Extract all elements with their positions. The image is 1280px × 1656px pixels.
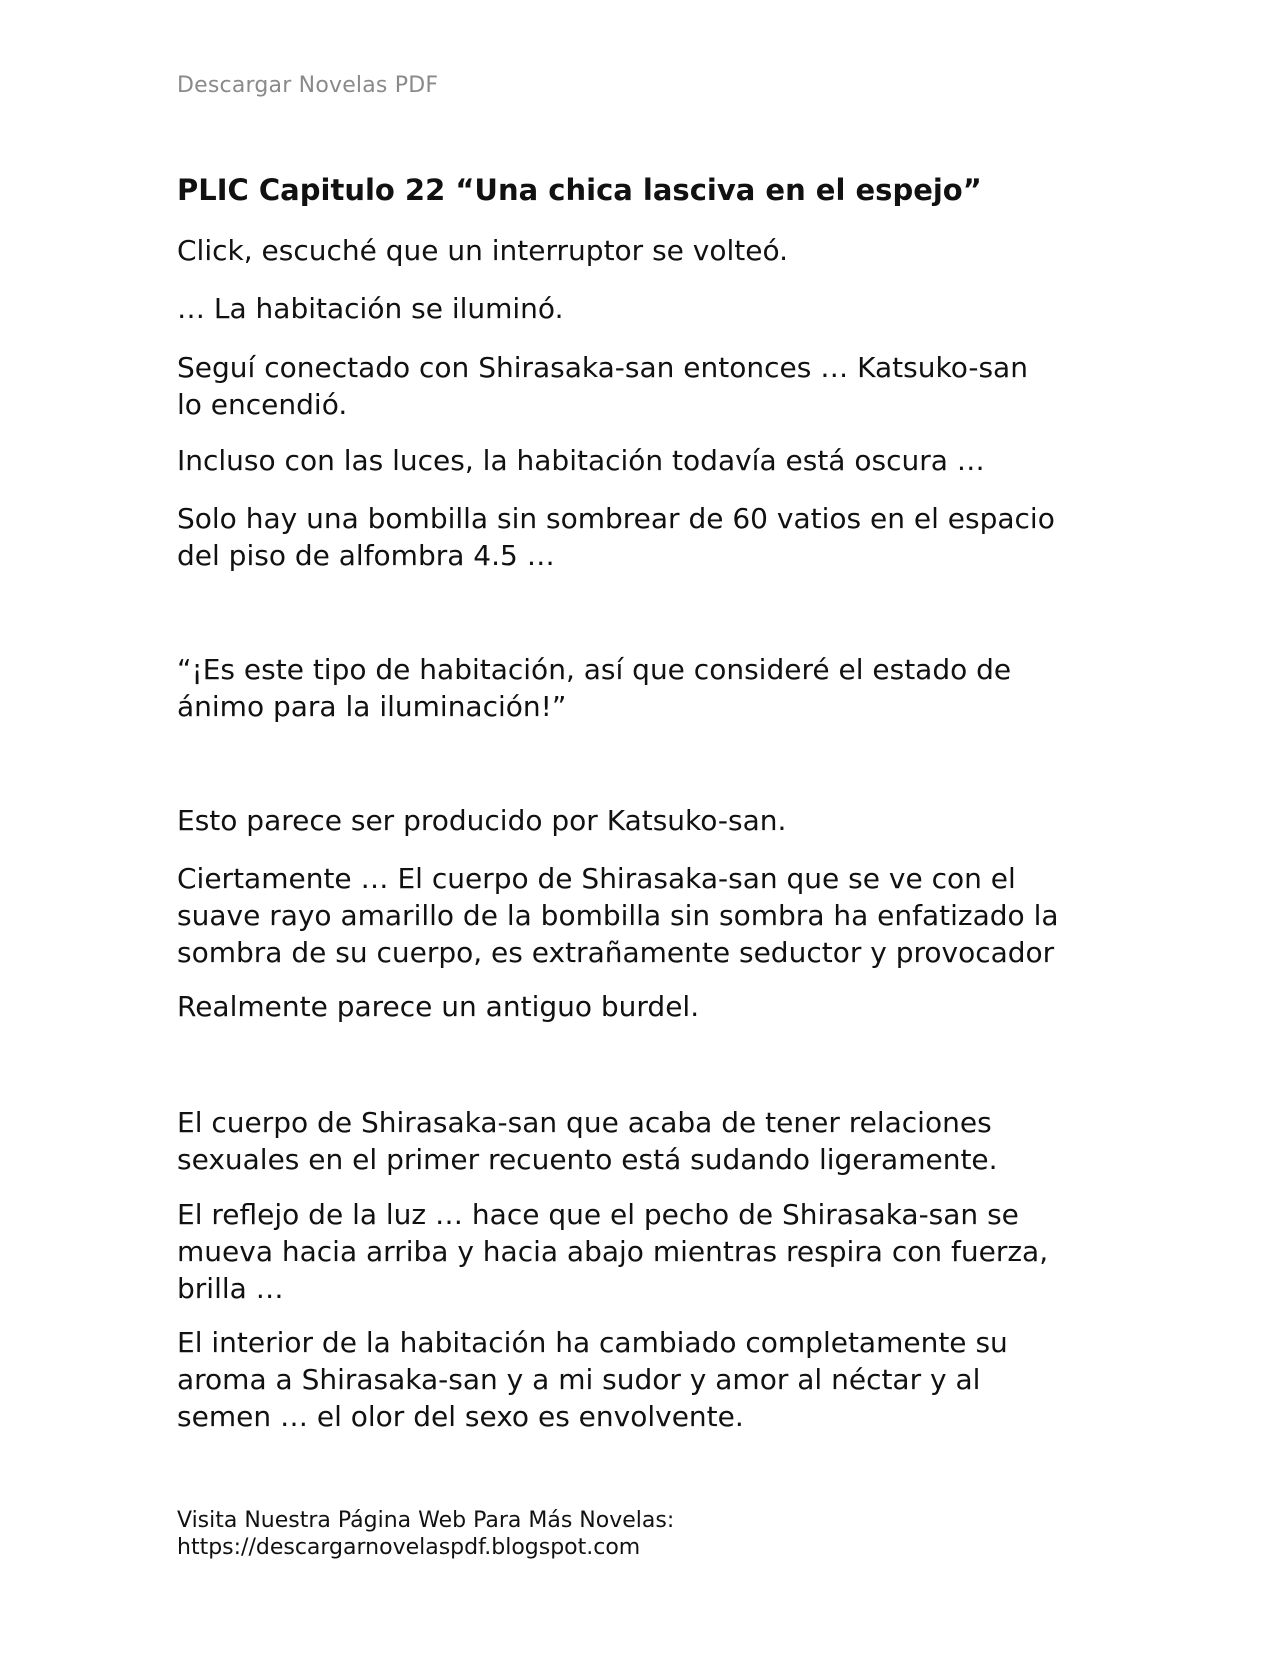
paragraph-5 xyxy=(177,500,1055,574)
paragraph-line: Esto parece ser producido por Katsuko-san. xyxy=(177,804,787,837)
page-footer xyxy=(177,1507,674,1561)
paragraph-6 xyxy=(177,651,1011,725)
paragraph-line: del piso de alfombra 4.5 … xyxy=(177,539,555,572)
paragraph-line: suave rayo amarillo de la bombilla sin sombra ha enfatizado la xyxy=(177,899,1059,932)
paragraph-line: … La habitación se iluminó. xyxy=(177,292,564,325)
paragraph-line: sexuales en el primer recuento está sudando ligeramente. xyxy=(177,1143,998,1176)
paragraph-11 xyxy=(177,1196,1048,1307)
paragraph-line: El reflejo de la luz … hace que el pecho de Shirasaka-san se xyxy=(177,1198,1019,1231)
paragraph-line: Solo hay una bombilla sin sombrear de 60 vatios en el espacio xyxy=(177,502,1055,535)
document-page xyxy=(177,0,1117,1656)
paragraph-line: “¡Es este tipo de habitación, así que consideré el estado de xyxy=(177,653,1012,686)
paragraph-3 xyxy=(177,349,1028,423)
paragraph-line: Seguí conectado con Shirasaka-san entonces … Katsuko-san xyxy=(177,351,1028,384)
chapter-title: PLIC Capitulo 22 “Una chica lasciva en el espejo” xyxy=(177,173,982,207)
paragraph-line: aroma a Shirasaka-san y a mi sudor y amor al néctar y al xyxy=(177,1363,981,1396)
paragraph-7 xyxy=(177,802,786,839)
site-header: Descargar Novelas PDF xyxy=(177,73,439,98)
paragraph-1 xyxy=(177,232,788,269)
paragraph-8 xyxy=(177,860,1059,971)
paragraph-line: El interior de la habitación ha cambiado completamente su xyxy=(177,1326,1008,1359)
paragraph-12 xyxy=(177,1324,1008,1435)
paragraph-4 xyxy=(177,442,985,479)
paragraph-line: lo encendió. xyxy=(177,388,348,421)
paragraph-2 xyxy=(177,290,563,327)
paragraph-9 xyxy=(177,988,699,1025)
footer-promo-text: Visita Nuestra Página Web Para Más Novelas: xyxy=(177,1508,675,1533)
paragraph-line: mueva hacia arriba y hacia abajo mientras respira con fuerza, xyxy=(177,1235,1049,1268)
paragraph-line: Click, escuché que un interruptor se volteó. xyxy=(177,234,789,267)
paragraph-line: El cuerpo de Shirasaka-san que acaba de tener relaciones xyxy=(177,1106,992,1139)
paragraph-line: Incluso con las luces, la habitación todavía está oscura … xyxy=(177,444,985,477)
paragraph-line: semen … el olor del sexo es envolvente. xyxy=(177,1400,744,1433)
footer-url: https://descargarnovelaspdf.blogspot.com xyxy=(177,1535,641,1560)
paragraph-line: Realmente parece un antiguo burdel. xyxy=(177,990,700,1023)
paragraph-line: Ciertamente … El cuerpo de Shirasaka-san que se ve con el xyxy=(177,862,1016,895)
paragraph-line: brilla … xyxy=(177,1272,284,1305)
paragraph-line: sombra de su cuerpo, es extrañamente seductor y provocador xyxy=(177,936,1055,969)
paragraph-10 xyxy=(177,1104,998,1178)
paragraph-line: ánimo para la iluminación!” xyxy=(177,690,567,723)
